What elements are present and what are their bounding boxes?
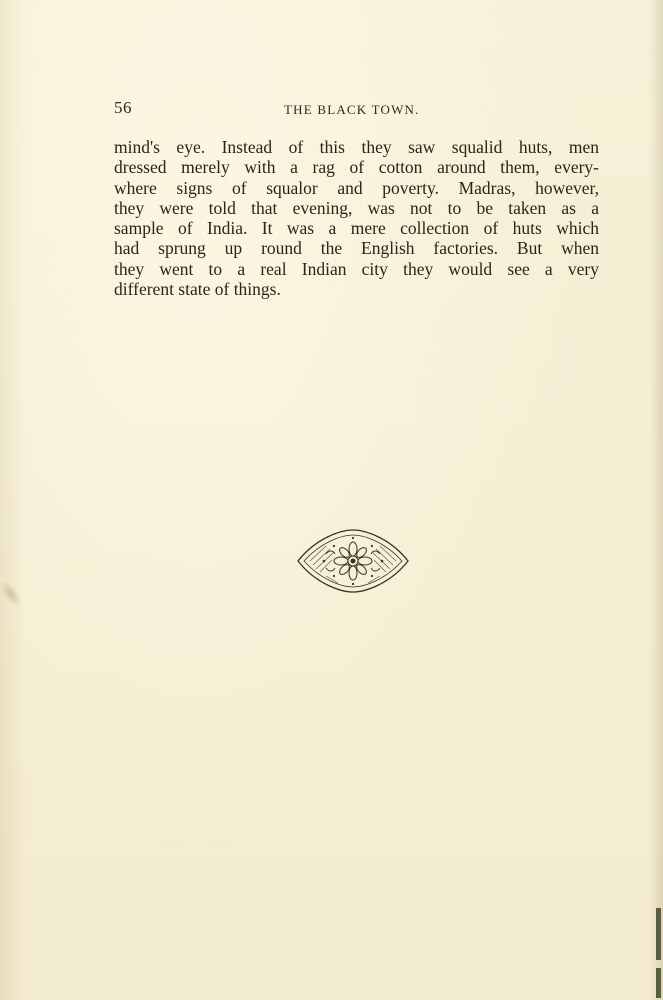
paper-smudge: [0, 577, 26, 611]
text-line: they went to a real Indian city they would see a very: [114, 258, 599, 279]
page-number: 56: [114, 98, 132, 117]
text-line: had sprung up round the English factories. But when: [114, 238, 599, 259]
text-line: mind's eye. Instead of this they saw squalid huts, men: [114, 137, 599, 157]
running-head-title: THE BLACK TOWN.: [284, 102, 420, 117]
running-head: [114, 98, 596, 120]
page-edge-mark: [656, 968, 661, 998]
text-line: sample of India. It was a mere collection of huts which: [114, 218, 599, 239]
page-edge-mark: [656, 908, 661, 960]
text-line: where signs of squalor and poverty. Madras, however,: [114, 177, 599, 198]
text-line: dressed merely with a rag of cotton around them, every-: [114, 157, 599, 178]
floral-lozenge-tailpiece-icon: [296, 528, 410, 594]
page-edge-shadow: [649, 0, 663, 1000]
text-line: they were told that evening, was not to be taken as a: [114, 197, 599, 218]
body-paragraph: [114, 137, 599, 299]
text-line: different state of things.: [114, 279, 281, 300]
